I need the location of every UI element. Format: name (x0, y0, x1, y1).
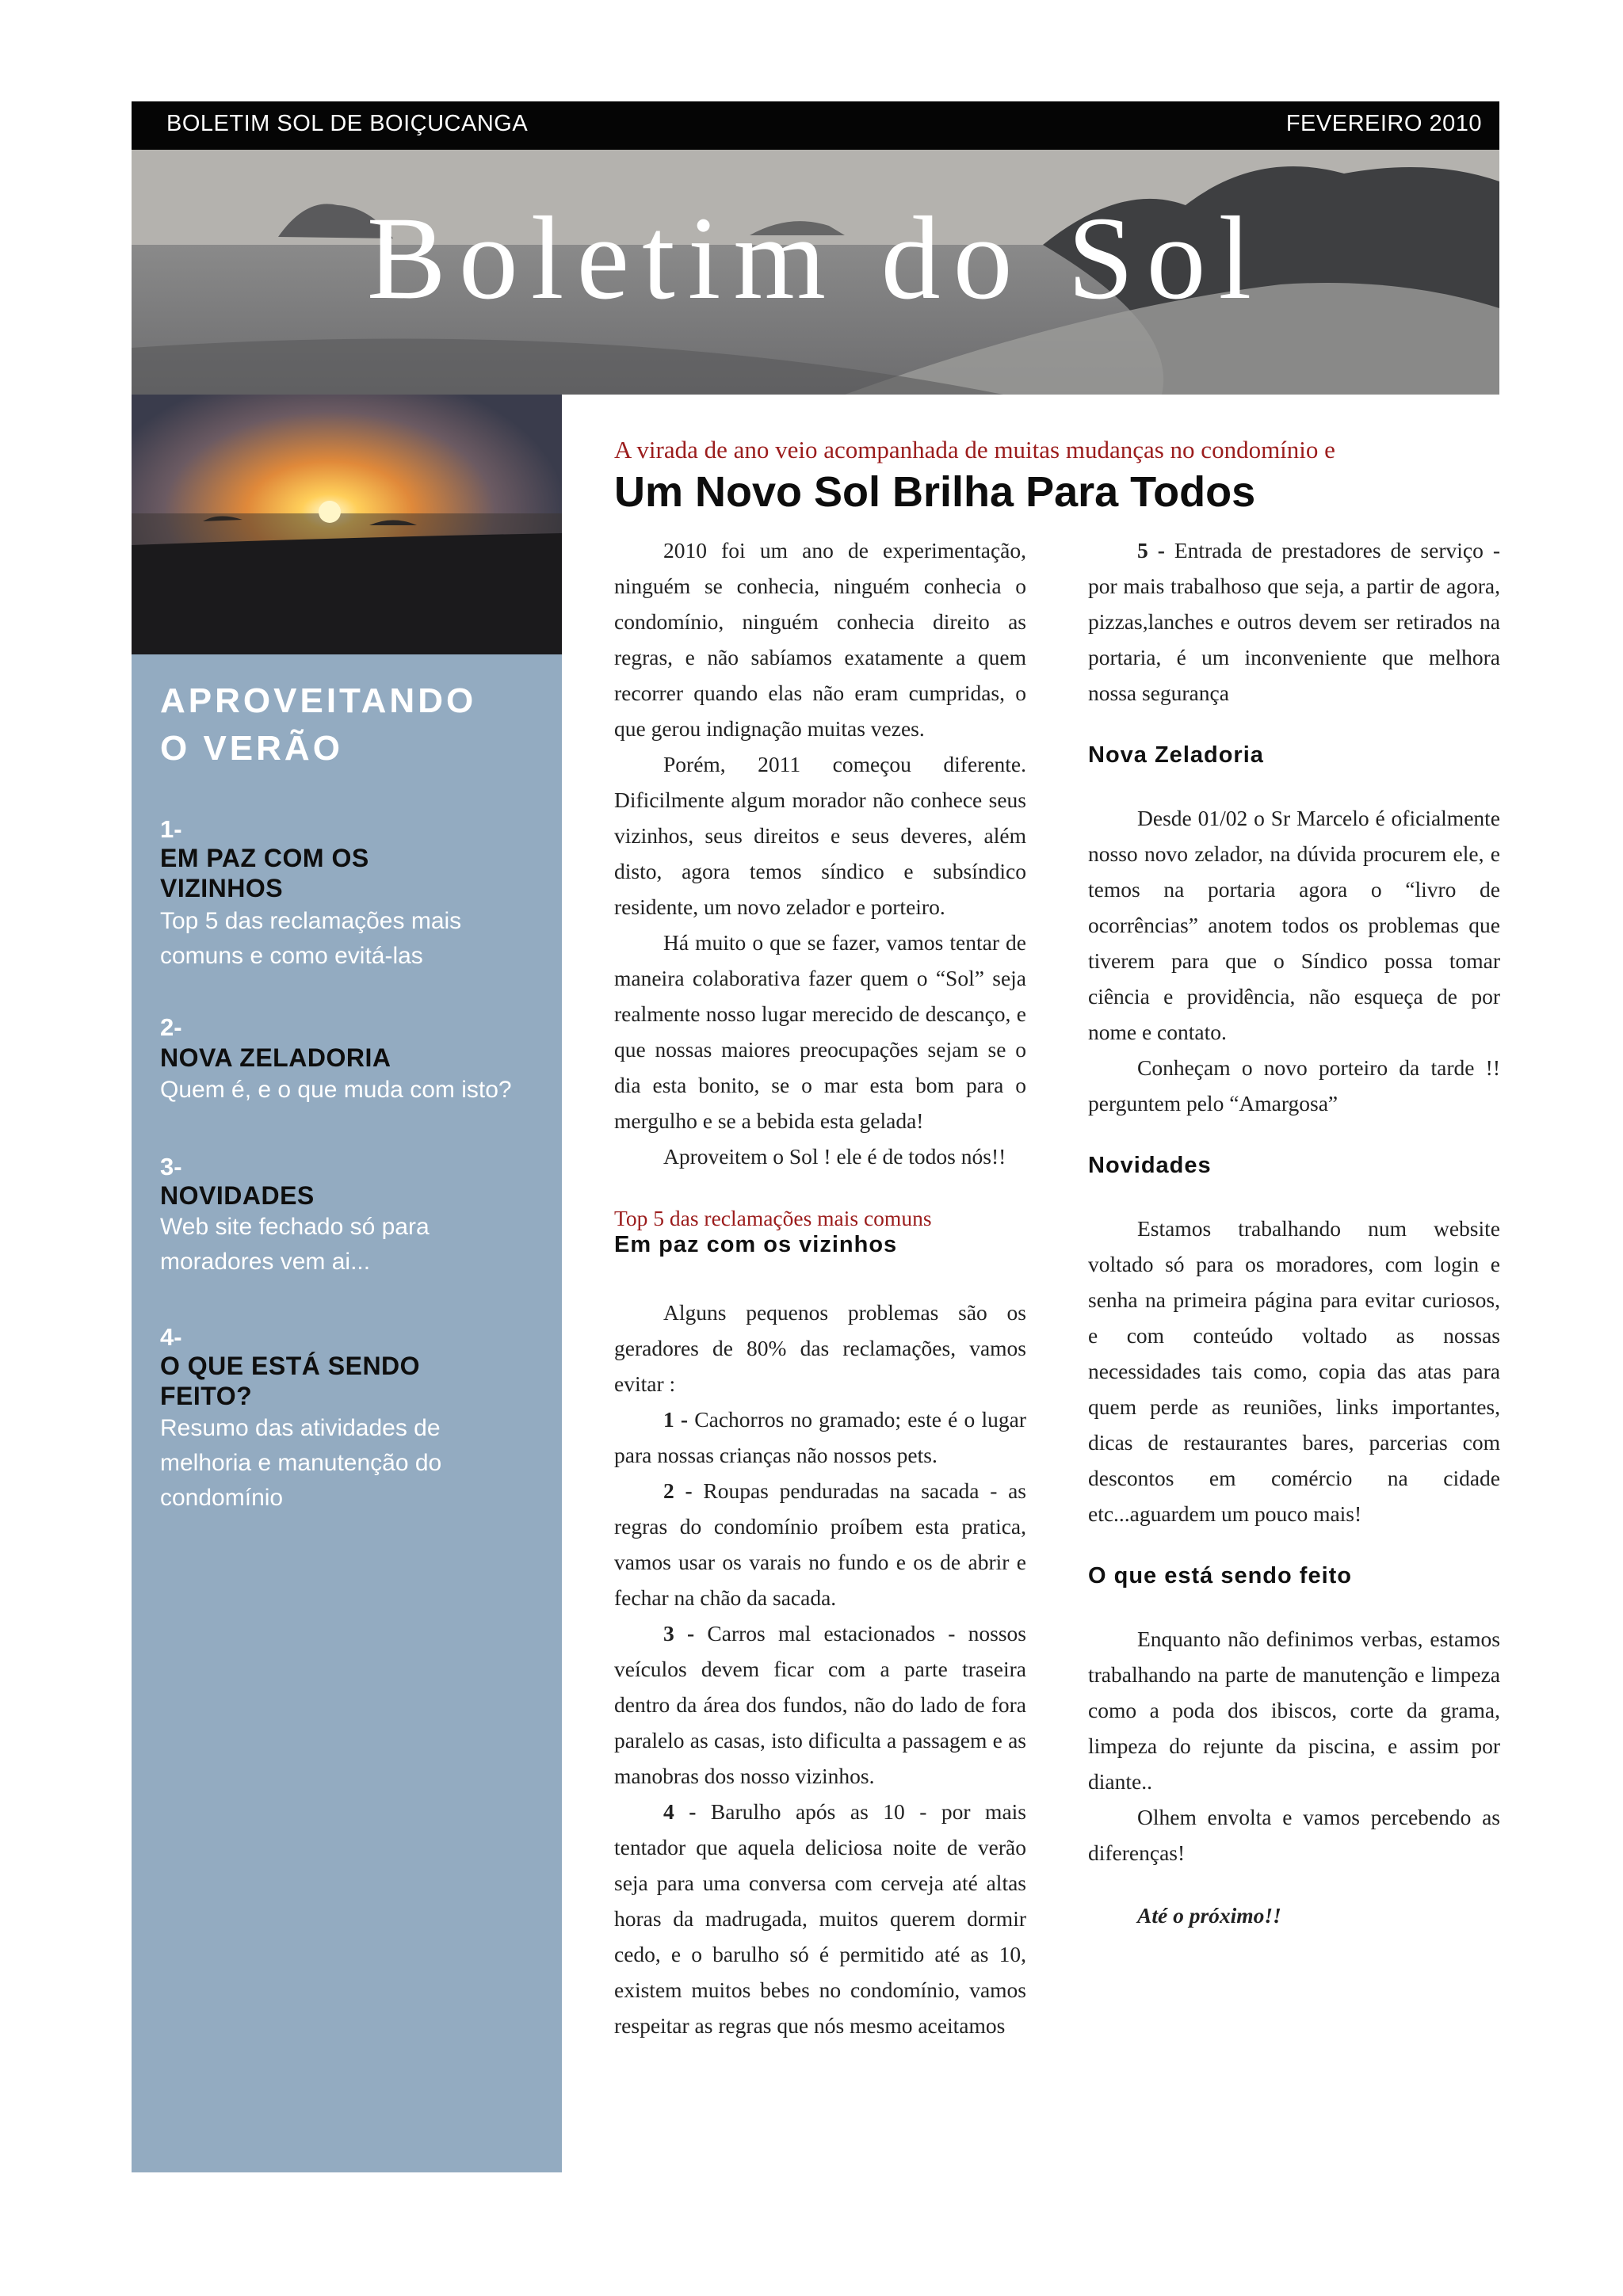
spacer (1088, 711, 1500, 738)
spacer (1088, 1871, 1500, 1897)
sidebar-item-4-sub: Resumo das atividades de (160, 1415, 441, 1441)
list-item (1088, 532, 1500, 711)
sign-off: Até o próximo!! (1137, 1903, 1281, 1928)
article-paragraph: Há muito o que se fazer, vamos tentar de maneira colaborativa fazer quem o “Sol” seja realmente nosso lugar merecido de descanço, e que nossas maiores preocupações sejam se o dia esta bonito, se o mar esta bom para o mergulho e se a bebida esta gelada! (614, 930, 1026, 1133)
sunset-photo (132, 395, 562, 654)
article-paragraph: Estamos trabalhando num website voltado só para os moradores, com login e senha na primeira página para evitar curiosos, e com conteúdo voltado as nossas necessidades tais como, copia das atas para quem perde as reuniões, links importantes, dicas de restaurantes bares, parcerias com descontos em comércio na cidade etc...aguardem um pouco mais! (1088, 1216, 1500, 1526)
sidebar-heading-line1: APROVEITANDO (160, 681, 477, 720)
sidebar-item-1-number: 1- (160, 815, 182, 843)
section-title-feito: O que está sendo feito (1088, 1563, 1352, 1589)
article-paragraph: Olhem envolta e vamos percebendo as diferenças! (1088, 1805, 1500, 1865)
header-bar (132, 101, 1499, 150)
list-item-text: Roupas penduradas na sacada - as regras do condomínio proíbem esta pratica, vamos usar os varais no fundo e os de abrir e fechar na chão da sacada. (614, 1478, 1026, 1610)
section-title-vizinhos: Em paz com os vizinhos (614, 1232, 898, 1257)
list-item-text: Cachorros no gramado; este é o lugar para nossas crianças não nossos pets. (614, 1407, 1026, 1467)
list-item (614, 1402, 1026, 1473)
spacer (1088, 1531, 1500, 1558)
issue-date: FEVEREIRO 2010 (1285, 111, 1482, 136)
sidebar-item-4-title-2: FEITO? (160, 1382, 253, 1410)
banner-image (132, 150, 1499, 395)
sidebar-item-3-number: 3- (160, 1153, 182, 1180)
spacer (614, 1258, 1026, 1295)
sidebar-item-4-title: O QUE ESTÁ SENDO (160, 1352, 421, 1380)
sidebar-item-1-title: EM PAZ COM OS (160, 844, 369, 872)
sidebar-item-4-number: 4- (160, 1323, 182, 1351)
spacer (614, 1174, 1026, 1206)
sidebar-item-1-title-2: VIZINHOS (160, 874, 284, 902)
article-paragraph: Conheçam o novo porteiro da tarde !! perguntem pelo “Amargosa” (1088, 1055, 1500, 1116)
sidebar-item-3-sub: Web site fechado só para (160, 1214, 430, 1240)
article-column-right (1088, 532, 1500, 1933)
spacer (1088, 1594, 1500, 1621)
sunset-scene (132, 395, 562, 654)
article-column-left (614, 532, 1026, 2038)
list-item-number: 3 - (663, 1621, 695, 1646)
newsletter-name: BOLETIM SOL DE BOIÇUCANGA (166, 111, 529, 136)
sidebar-panel (132, 654, 562, 2172)
section-kicker: Top 5 das reclamações mais comuns (614, 1206, 932, 1230)
sidebar-item-1-sub: Top 5 das reclamações mais (160, 908, 462, 934)
section-title-novidades: Novidades (1088, 1153, 1212, 1178)
sidebar-item-3-title: NOVIDADES (160, 1181, 315, 1210)
sidebar-item-1-sub-2: comuns e como evitá-las (160, 943, 423, 969)
sidebar-item-2-title: NOVA ZELADORIA (160, 1043, 391, 1072)
list-item-number: 1 - (663, 1407, 689, 1432)
sidebar-heading-line2: O VERÃO (160, 729, 343, 768)
article-paragraph: Enquanto não definimos verbas, estamos trabalhando na parte de manutenção e limpeza como a poda dos ibiscos, corte da grama, limpeza do rejunte da piscina, e assim por diante.. (1088, 1627, 1500, 1794)
sidebar-item-4-sub-2: melhoria e manutenção do (160, 1450, 442, 1476)
list-item-number: 4 - (663, 1799, 697, 1824)
sidebar-item-4-sub-3: condomínio (160, 1485, 284, 1511)
sidebar-item-3-sub-2: moradores vem ai... (160, 1249, 371, 1275)
list-item-text: Barulho após as 10 - por mais tentador que aquela deliciosa noite de verão seja para uma conversa com cerveja até altas horas da madrugada, muitos querem dormir cedo, e o barulho só é permitido até as 10, existem muitos bebes no condomínio, vamos respeitar as regras que nós mesmo aceitamos (614, 1799, 1026, 2038)
spacer (1088, 773, 1500, 800)
sidebar-item-2-number: 2- (160, 1013, 182, 1041)
article-paragraph: Porém, 2011 começou diferente. Dificilmente algum morador não conhece seus vizinhos, seus direitos e seus deveres, além disto, agora temos síndico e subsíndico residente, um novo zelador e porteiro. (614, 752, 1026, 919)
list-item (614, 1615, 1026, 1794)
section-title-zeladoria: Nova Zeladoria (1088, 742, 1264, 768)
list-item-number: 2 - (663, 1478, 693, 1503)
article-paragraph: 2010 foi um ano de experimentação, ninguém se conhecia, ninguém conhecia o condomínio, ninguém conhecia direito as regras, e não sabíamos exatamente a quem recorrer quando elas não eram cumpridas, o que gerou indignação muitas vezes. (614, 538, 1026, 741)
spacer (1088, 1184, 1500, 1211)
article-paragraph: Alguns pequenos problemas são os geradores de 80% das reclamações, vamos evitar : (614, 1300, 1026, 1396)
list-item (614, 1473, 1026, 1615)
banner-title: Boletim do Sol (366, 193, 1265, 324)
list-item-text: Entrada de prestadores de serviço - por mais trabalhoso que seja, a partir de agora, pizzas,lanches e outros devem ser retirados na portaria, é um inconveniente que melhora nossa segurança (1088, 538, 1500, 705)
article-paragraph: Desde 01/02 o Sr Marcelo é oficialmente nosso novo zelador, na dúvida procurem ele, e temos na portaria agora o “livro de ocorrências” anotem todos os problemas que tiverem para que o Síndico possa tomar ciência e providência, não esqueça de por nome e contato. (1088, 806, 1500, 1044)
list-item-text: Carros mal estacionados - nossos veículos devem ficar com a parte traseira dentro da área dos fundos, não do lado de fora paralelo as casas, isto dificulta a passagem e as manobras dos nosso vizinhos. (614, 1621, 1026, 1788)
list-item (614, 1794, 1026, 2038)
list-item-number: 5 - (1137, 538, 1165, 563)
sidebar-item-2-sub: Quem é, e o que muda com isto? (160, 1077, 512, 1103)
lead-kicker: A virada de ano veio acompanhada de muitas mudanças no condomínio e (614, 436, 1335, 463)
spacer (1088, 1121, 1500, 1148)
article-paragraph: Aproveitem o Sol ! ele é de todos nós!! (663, 1144, 1006, 1169)
lead-title: Um Novo Sol Brilha Para Todos (614, 468, 1256, 516)
